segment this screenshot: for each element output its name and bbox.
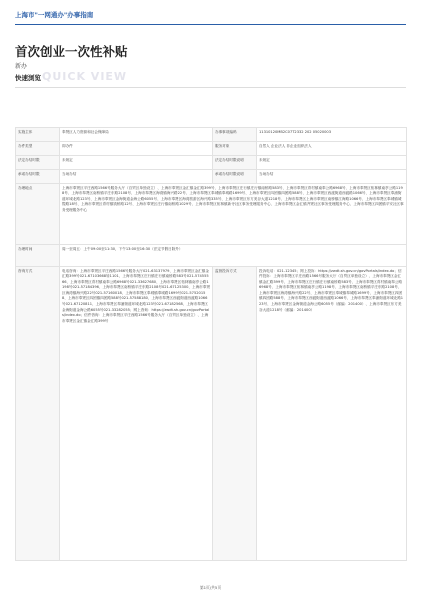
row-label: 服务对象 (213, 142, 257, 156)
header-title: 上海市"一网通办"办事指南 (15, 11, 94, 19)
consult-value (60, 267, 213, 561)
header-divider (15, 24, 406, 25)
table-row (16, 156, 407, 170)
page-title: 首次创业一次性补贴 (15, 44, 128, 59)
complaint-value (257, 267, 407, 561)
page-number: 第1页/共5页 (199, 585, 222, 590)
row-label: 承诺办结时限 (16, 170, 60, 184)
location-value (60, 184, 407, 245)
row-label: 法定办结时限说明 (213, 156, 257, 170)
row-label: 法定办结时限 (16, 156, 60, 170)
row-value: 未规定 (257, 156, 407, 170)
table-row (16, 267, 407, 561)
page-header (0, 0, 421, 26)
table-row (16, 128, 407, 142)
row-value: 未规定 (60, 156, 213, 170)
consult-label: 咨询方式 (16, 267, 60, 561)
complaint-label: 监督投诉方式 (213, 267, 257, 561)
row-value: 奉贤区人力资源和社会保障局 (60, 128, 213, 142)
row-label: 办事事项编码 (213, 128, 257, 142)
row-value: 即办件 (60, 142, 213, 156)
row-label: 实施主体 (16, 128, 60, 142)
table-row (16, 142, 407, 156)
page-subtitle: 新办 (15, 63, 28, 70)
row-value: 自然人 企业法人 非企业组织法人 (257, 142, 407, 156)
row-value: 11310120MB2C07T2332 202 05020003 (257, 128, 407, 142)
section-divider (15, 87, 406, 88)
row-label: 承诺办结时限说明 (213, 170, 257, 184)
quick-view-watermark: QUICK VIEW (42, 70, 128, 83)
hours-value: 周一至周五：上午09:00至11:30，下午13:00至16:30（法定节假日除外） (60, 245, 407, 267)
info-table (15, 127, 407, 561)
table-row (16, 245, 407, 267)
table-row (16, 184, 407, 245)
row-value: 当场办结 (60, 170, 213, 184)
hours-label: 办理时间 (16, 245, 60, 267)
quick-view-label: 快速浏览 (15, 74, 41, 82)
table-row (16, 170, 407, 184)
location-text: 上海市奉贤区平庄西路1566号服务大厅（自贸区单独设立）、上海市奉贤区金汇镇金汇路399号、上海市奉贤区庄行镇庄行镇南桥路583号、上海市奉贤区青村镇南奉公路6968号、上海市奉贤区柘林镇南亭公路1198号、上海市奉贤区南桥镇平庄东路2108号、上海市奉贤区海湾镇海兴路22号、上海市奉贤区奉城镇奉城路1699号、上海市奉贤区四团镇四团路588号、上海市奉贤区西渡街道西渡路1066号、上海市奉贤区奉浦街道环城北路123号、上海市奉贤区金海街道金海公路6055号、上海市奉贤区海湾旅游区海兴路335号、上海市奉贤区东方美谷大道1218号、上海市奉贤区上海市奉贤区南桥镇江海路1066号、上海市奉贤区奉城镇城隍路18号、上海市奉贤区青村镇钱桥路12号、上海市奉贤区庄行镇南桥路1029号、上海市奉贤区柘林镇新寺社区事务受理服务中心、上海市奉贤区金汇镇齐贤社区事务受理服务中心、上海市奉贤区四团镇平安社区事务受理服务中心 (62, 185, 404, 212)
consult-text: 电话咨询：上海市奉贤区平庄西路1566号服务大厅021-63137979、上海市奉贤区金汇镇金汇路399号021-67103668转1101、上海市奉贤区庄行镇庄行镇南桥路583号021-57455566、上海市奉贤区青村镇南奉公路6968号021-33627680、上海市奉贤区柘林镇南亭公路1198号021-57184396、上海市奉贤区南桥镇平庄东路2108号021-67125300、上海市奉贤区海湾镇海兴路22号021-57160018、上海市奉贤区奉城镇奉城路1699号021-57520158、上海市奉贤区四团镇四团路588号021-57588180、上海市奉贤区西渡街道西渡路1066号021-67120811、上海市奉贤区奉浦街道环城北路123号021-67182568、上海市奉贤区金海街道金海公路6055号021-33282055；网上咨询：https://zwdt.sh.gov.cn/govPortals/index.do；信件咨询：上海市奉贤区平庄西路1566号服务大厅（自贸区单独设立）、上海市奉贤区金汇镇金汇路399号 (62, 268, 210, 323)
row-value: 当场办结 (257, 170, 407, 184)
location-label: 办理地点 (16, 184, 60, 245)
complaint-text: 投诉电话：021-12345；网上投诉：https://zwdt.sh.gov.cn/govPortals/index.do；信件投诉：上海市奉贤区平庄西路1566号服务大厅（自贸区单独设立）、上海市奉贤区金汇镇金汇路399号、上海市奉贤区庄行镇庄行镇南桥路583号、上海市奉贤区青村镇南奉公路6968号、上海市奉贤区柘林镇南亭公路1198号、上海市奉贤区南桥镇平庄东路2108号、上海市奉贤区海湾镇海兴路22号、上海市奉贤区奉城镇奉城路1699号、上海市奉贤区四团镇四团路588号、上海市奉贤区西渡街道西渡路1066号、上海市奉贤区奉浦街道环城北路123号、上海市奉贤区金海街道金海公路6055号（邮编：201400）、上海市奉贤区东方美谷大道1218号（邮编：201400） (259, 268, 404, 312)
row-label: 办件类型 (16, 142, 60, 156)
